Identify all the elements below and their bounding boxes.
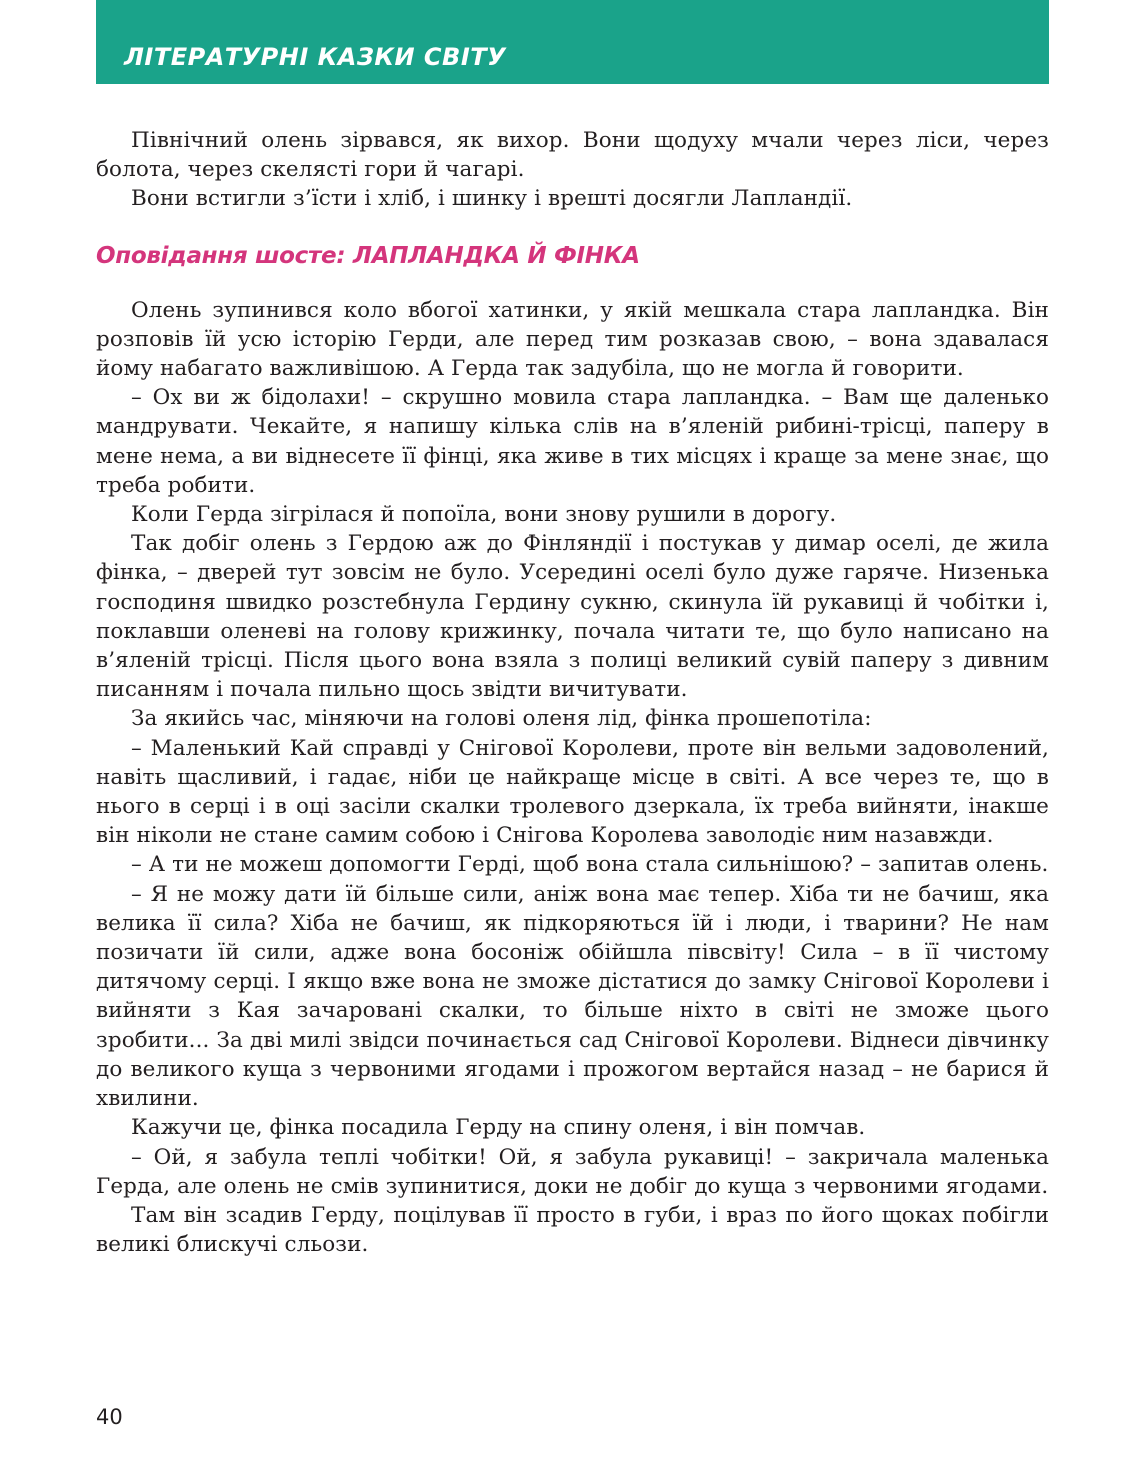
book-section-title: ЛІТЕРАТУРНІ КАЗКИ СВІТУ bbox=[124, 43, 507, 71]
paragraph: – Ой, я забула теплі чобітки! Ой, я забула рукавиці! – закричала маленька Герда, але олень не смів зупинитися, доки не добіг до куща з червоними ягодами. bbox=[96, 1144, 1049, 1199]
paragraph: Так добіг олень з Гердою аж до Фінляндії і постукав у димар оселі, де жила фінка, – дверей тут зовсім не було. Усередині оселі було дуже гаряче. Низенька господиня швидко розстебнула Гердину сукню, скинула їй рукавиці й чобітки і, поклавши оленеві на голову крижинку, почала читати те, що було написано на в’яленій трісці. Після цього вона взяла з полиці великий сувій паперу з дивним писанням і почала пильно щось звідти вичитувати. bbox=[96, 531, 1049, 703]
paragraph: Коли Герда зігрілася й попоїла, вони знову рушили в дорогу. bbox=[131, 502, 837, 528]
paragraph: – Я не можу дати їй більше сили, аніж вона має тепер. Хіба ти не бачиш, яка велика її сила? Хіба не бачиш, як підкоряються їй і люди, і тварини? Не нам позичати їй сили, адже вона босоніж обійшла півсвіту! Сила – в її чистому дитячому серці. І якщо вже вона не зможе дістатися до замку Снігової Королеви і вийняти з Кая зачаровані скалки, то більше ніхто в світі не зможе цього зробити... За дві милі звідси починається сад Снігової Королеви. Віднеси дівчинку до великого куща з червоними ягодами і прожогом вертайся назад – не барися й хвилини. bbox=[96, 881, 1049, 1112]
paragraph: – Ох ви ж бідолахи! – скрушно мовила стара лапландка. – Вам ще даленько мандрувати. Чекайте, я напишу кілька слів на в’яленій рибині-трісці, паперу в мене нема, а ви віднесете її фінці, яка живе в тих місцях і краще за мене знає, що треба робити. bbox=[96, 385, 1049, 498]
paragraph: – Маленький Кай справді у Снігової Королеви, проте він вельми задоволений, навіть щасливий, і гадає, ніби це найкраще місце в світі. А все через те, що в нього в серці і в оці засіли скалки тролевого дзеркала, їх треба вийняти, інакше він ніколи не стане самим собою і Снігова Королева заволодіє ним назавжди. bbox=[96, 735, 1049, 849]
paragraph: Вони встигли з’їсти і хліб, і шинку і врешті досягли Лапландії. bbox=[131, 186, 853, 212]
paragraph: Олень зупинився коло вбогої хатинки, у якій мешкала стара лапландка. Він розповів їй усю історію Герди, але перед тим розказав свою, – вона здавалася йому набагато важливішою. А Герда так задубіла, що не могла й говорити. bbox=[96, 297, 1049, 382]
chapter-heading: Оповідання шосте: ЛАПЛАНДКА Й ФІНКА bbox=[96, 242, 640, 269]
paragraph: За якийсь час, міняючи на голові оленя лід, фінка прошепотіла: bbox=[131, 706, 872, 732]
page-content bbox=[96, 126, 1049, 1259]
paragraph: – А ти не можеш допомогти Герді, щоб вона стала сильнішою? – запитав олень. bbox=[131, 852, 1049, 878]
paragraph: Там він зсадив Герду, поцілував її просто в губи, і враз по його щоках побігли великі блискучі сльози. bbox=[96, 1202, 1049, 1258]
page-number: 40 bbox=[96, 1405, 123, 1429]
header-band bbox=[96, 0, 1049, 84]
paragraph: Кажучи це, фінка посадила Герду на спину оленя, і він помчав. bbox=[131, 1115, 866, 1141]
paragraph: Північний олень зірвався, як вихор. Вони щодуху мчали через ліси, через болота, через скелясті гори й чагарі. bbox=[96, 128, 1049, 183]
